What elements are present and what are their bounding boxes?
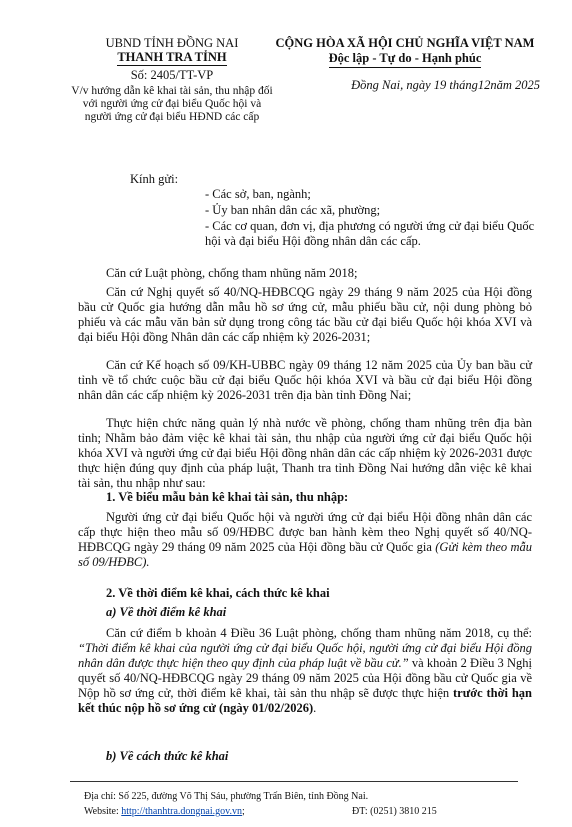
section-1-paragraph <box>78 510 532 570</box>
footer-phone: ĐT: (0251) 3810 215 <box>352 806 437 817</box>
agency-name: UBND TỈNH ĐỒNG NAI <box>105 36 239 50</box>
recipient-item: - Ủy ban nhân dân các xã, phường; <box>205 203 381 217</box>
recipient-item: - Các cơ quan, đơn vị, địa phương có người ứng cử đại biểu Quốc hội và đại biểu Hội đồng nhân dân các cấp. <box>205 219 535 248</box>
issue-date: Đồng Nai, ngày 19 tháng12năm 2025 <box>351 78 540 92</box>
section-2-heading: 2. Về thời điểm kê khai, cách thức kê khai <box>106 586 330 600</box>
document-subject: V/v hướng dẫn kê khai tài sản, thu nhập đối với người ứng cử đại biểu Quốc hội và người ứng cử đại biểu HĐND các cấp <box>71 85 273 123</box>
section-2a-heading: a) Về thời điểm kê khai <box>106 605 227 619</box>
office-name: THANH TRA TỈNH <box>117 50 227 64</box>
nation-name: CỘNG HÒA XÃ HỘI CHỦ NGHĨA VIỆT NAM <box>275 36 535 50</box>
section-2a-period: . <box>313 701 317 715</box>
section-2a-quote: “Thời điểm kê khai của người ứng cử đại biểu Quốc hội, người ứng cử đại biểu Hội đồng nhân dân được thực hiện theo quy định của pháp luật về bầu cử.” <box>78 641 532 670</box>
section-1-attachment-note: (Gửi kèm theo mẫu số 09/HĐBC). <box>78 540 533 569</box>
document-number: Số: 2405/TT-VP <box>130 68 214 82</box>
section-1-heading: 1. Về biểu mẫu bản kê khai tài sản, thu nhập: <box>106 490 349 504</box>
recipient-item: - Các sở, ban, ngành; <box>205 187 311 201</box>
national-motto: Độc lập - Tự do - Hạnh phúc <box>329 51 482 68</box>
footer-website-line <box>84 805 245 818</box>
section-2a-deadline: trước thời hạn kết thúc nộp hồ sơ ứng cử (ngày 01/02/2026) <box>78 686 532 715</box>
footer-website-tail: ; <box>241 806 245 817</box>
section-2a-text-cont: và khoản 2 Điều 3 Nghị quyết số 40/NQ-HĐBCQG ngày 29 tháng 09 năm 2025 của Hội đồng bầu cử Quốc gia về Nộp hồ sơ ứng cử, thời điểm kê khai, tài sản thu nhập sẽ được thực hiện <box>78 656 532 700</box>
national-header <box>255 36 555 68</box>
recipients-label: Kính gửi: <box>130 172 179 186</box>
section-2a-paragraph <box>78 626 532 716</box>
paragraph-legal-basis-1: Căn cứ Luật phòng, chống tham nhũng năm 2018; <box>106 266 358 280</box>
footer-website-link[interactable]: http://thanhtra.dongnai.gov.vn <box>121 806 242 817</box>
paragraph-purpose: Thực hiện chức năng quản lý nhà nước về phòng, chống tham nhũng trên địa bàn tỉnh; Nhằm bảo đảm việc kê khai tài sản, thu nhập của người ứng cử đại biểu Quốc hội khóa XVI và người ứng cử đại biểu Hội đồng nhân dân các cấp nhiệm kỳ 2026-2031 được thực hiện đúng quy định của pháp luật, Thanh tra tỉnh Đồng Nai hướng dẫn việc kê khai tài sản, thu nhập như sau: <box>78 416 532 490</box>
section-1-text: Người ứng cử đại biểu Quốc hội và người ứng cử đại biểu Hội đồng nhân dân các cấp thực hiện theo mẫu số 09/HĐBC được ban hành kèm theo Nghị quyết số 40/NQ-HĐBCQG ngày 29 tháng 09 năm 2025 của Hội đồng bầu cử Quốc gia <box>78 510 532 554</box>
footer-website-label: Website: <box>84 806 122 817</box>
footer-divider <box>70 781 518 782</box>
paragraph-legal-basis-2: Căn cứ Nghị quyết số 40/NQ-HĐBCQG ngày 29 tháng 9 năm 2025 của Hội đồng bầu cử Quốc gia hướng dẫn mẫu hồ sơ ứng cử, mẫu phiếu bầu cử, nội dung phòng bỏ phiếu và các mẫu văn bản sử dụng trong công tác bầu cử đại biểu Quốc hội khóa XVI và đại biểu Hội đồng Nhân dân các cấp nhiệm kỳ 2026-2031; <box>78 285 532 344</box>
section-2a-text: Căn cứ điểm b khoản 4 Điều 36 Luật phòng, chống tham nhũng năm 2018, cụ thể: <box>106 626 532 640</box>
paragraph-legal-basis-3: Căn cứ Kế hoạch số 09/KH-UBBC ngày 09 tháng 12 năm 2025 của Ủy ban bầu cử tỉnh về tổ chức cuộc bầu cử đại biểu Quốc hội khóa XVI và bầu cử đại biểu Hội đồng nhân dân các cấp nhiệm kỳ 2026-2031 trên địa bàn tỉnh Đồng Nai; <box>78 358 532 402</box>
footer-address: Địa chỉ: Số 225, đường Võ Thị Sáu, phường Trấn Biên, tỉnh Đồng Nai. <box>84 791 369 802</box>
section-2b-heading: b) Về cách thức kê khai <box>106 749 229 763</box>
